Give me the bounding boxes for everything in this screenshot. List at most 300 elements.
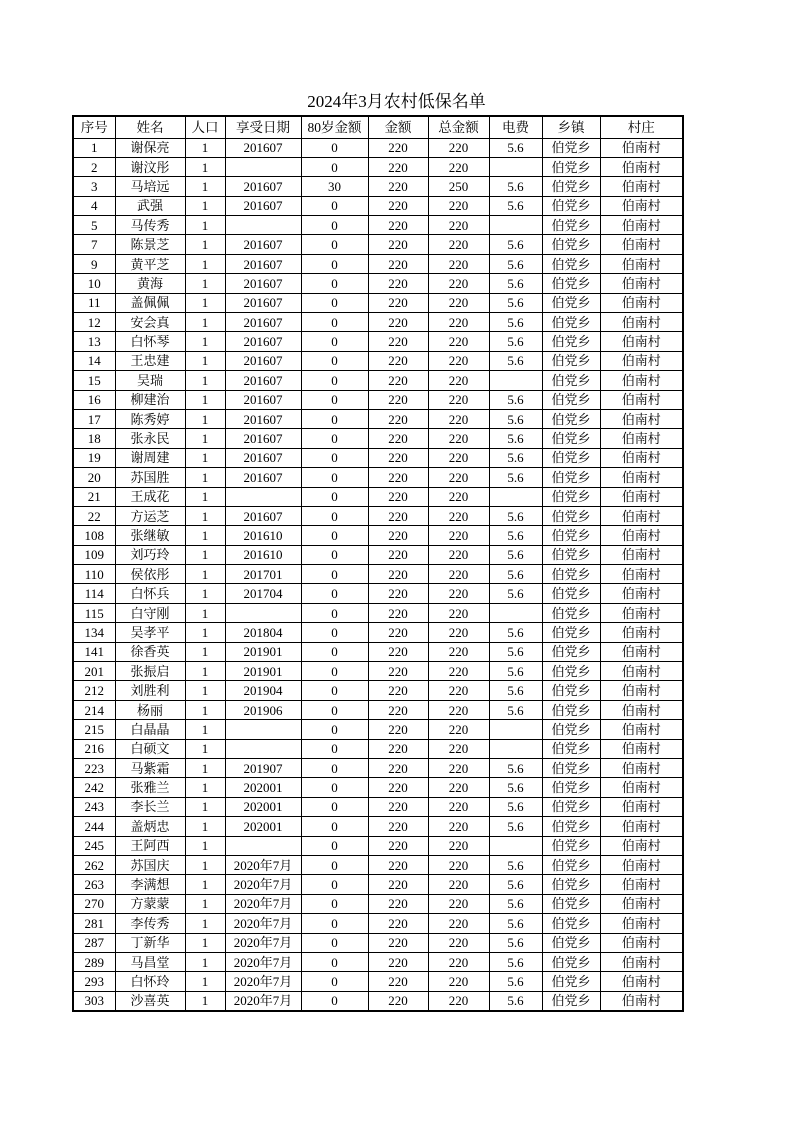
cell-village: 伯南村 [600,681,683,700]
cell-name: 张振启 [115,662,185,681]
table-row [73,720,683,739]
cell-population: 1 [185,855,225,874]
table-row [73,506,683,525]
cell-start-date: 2020年7月 [225,875,301,894]
cell-township: 伯党乡 [542,836,600,855]
cell-start-date [225,739,301,758]
cell-population: 1 [185,332,225,351]
table-row [73,526,683,545]
cell-electricity-fee: 5.6 [489,177,542,196]
table-row [73,972,683,991]
table-row [73,836,683,855]
cell-name: 苏国庆 [115,855,185,874]
cell-age80-amount: 0 [301,739,368,758]
cell-name: 徐香英 [115,642,185,661]
cell-age80-amount: 0 [301,855,368,874]
cell-population: 1 [185,584,225,603]
cell-village: 伯南村 [600,448,683,467]
cell-total-amount: 220 [428,952,489,971]
cell-age80-amount: 0 [301,817,368,836]
cell-serial: 17 [73,409,115,428]
table-row [73,623,683,642]
cell-serial: 110 [73,565,115,584]
cell-electricity-fee: 5.6 [489,448,542,467]
cell-serial: 242 [73,778,115,797]
cell-electricity-fee: 5.6 [489,332,542,351]
cell-amount: 220 [368,778,428,797]
cell-township: 伯党乡 [542,196,600,215]
cell-population: 1 [185,565,225,584]
cell-village: 伯南村 [600,429,683,448]
cell-total-amount: 220 [428,274,489,293]
cell-population: 1 [185,836,225,855]
cell-serial: 14 [73,351,115,370]
cell-population: 1 [185,506,225,525]
cell-total-amount: 220 [428,157,489,176]
cell-name: 方蒙蒙 [115,894,185,913]
cell-population: 1 [185,448,225,467]
cell-serial: 270 [73,894,115,913]
cell-total-amount: 220 [428,681,489,700]
cell-start-date [225,836,301,855]
cell-age80-amount: 0 [301,584,368,603]
cell-township: 伯党乡 [542,584,600,603]
cell-name: 李满想 [115,875,185,894]
cell-township: 伯党乡 [542,429,600,448]
cell-electricity-fee: 5.6 [489,545,542,564]
cell-age80-amount: 0 [301,700,368,719]
cell-township: 伯党乡 [542,991,600,1010]
column-header-population: 人口 [185,116,225,138]
cell-amount: 220 [368,952,428,971]
cell-amount: 220 [368,836,428,855]
cell-village: 伯南村 [600,855,683,874]
cell-start-date: 201607 [225,429,301,448]
cell-township: 伯党乡 [542,855,600,874]
cell-start-date: 201907 [225,759,301,778]
column-header-township: 乡镇 [542,116,600,138]
cell-population: 1 [185,603,225,622]
cell-age80-amount: 0 [301,875,368,894]
cell-name: 苏国胜 [115,468,185,487]
table-row [73,177,683,196]
cell-village: 伯南村 [600,196,683,215]
cell-name: 杨丽 [115,700,185,719]
cell-electricity-fee: 5.6 [489,700,542,719]
cell-electricity-fee: 5.6 [489,409,542,428]
cell-name: 马昌堂 [115,952,185,971]
cell-village: 伯南村 [600,468,683,487]
cell-electricity-fee: 5.6 [489,293,542,312]
cell-serial: 108 [73,526,115,545]
cell-age80-amount: 0 [301,506,368,525]
cell-start-date: 2020年7月 [225,972,301,991]
cell-start-date: 202001 [225,817,301,836]
cell-population: 1 [185,235,225,254]
cell-village: 伯南村 [600,371,683,390]
cell-amount: 220 [368,235,428,254]
cell-township: 伯党乡 [542,778,600,797]
cell-start-date [225,157,301,176]
cell-township: 伯党乡 [542,138,600,157]
cell-name: 方运芝 [115,506,185,525]
table-row [73,332,683,351]
cell-total-amount: 250 [428,177,489,196]
cell-amount: 220 [368,855,428,874]
table-row [73,894,683,913]
cell-start-date: 201607 [225,332,301,351]
table-row [73,991,683,1010]
cell-total-amount: 220 [428,429,489,448]
cell-name: 白晶晶 [115,720,185,739]
table-row [73,313,683,332]
cell-village: 伯南村 [600,778,683,797]
cell-age80-amount: 0 [301,797,368,816]
cell-village: 伯南村 [600,138,683,157]
column-header-serial: 序号 [73,116,115,138]
cell-serial: 2 [73,157,115,176]
cell-electricity-fee: 5.6 [489,623,542,642]
cell-name: 陈景芝 [115,235,185,254]
cell-name: 马培远 [115,177,185,196]
cell-total-amount: 220 [428,914,489,933]
cell-village: 伯南村 [600,662,683,681]
cell-village: 伯南村 [600,836,683,855]
cell-amount: 220 [368,700,428,719]
cell-amount: 220 [368,448,428,467]
cell-village: 伯南村 [600,409,683,428]
cell-serial: 11 [73,293,115,312]
cell-electricity-fee [489,371,542,390]
cell-amount: 220 [368,487,428,506]
welfare-list-table [72,115,684,1012]
cell-serial: 201 [73,662,115,681]
cell-total-amount: 220 [428,720,489,739]
cell-age80-amount: 0 [301,545,368,564]
cell-start-date: 202001 [225,797,301,816]
cell-population: 1 [185,933,225,952]
cell-age80-amount: 0 [301,778,368,797]
table-row [73,351,683,370]
cell-population: 1 [185,894,225,913]
cell-village: 伯南村 [600,817,683,836]
cell-serial: 115 [73,603,115,622]
column-header-electricity-fee: 电费 [489,116,542,138]
cell-electricity-fee: 5.6 [489,584,542,603]
cell-total-amount: 220 [428,584,489,603]
cell-population: 1 [185,468,225,487]
cell-township: 伯党乡 [542,526,600,545]
cell-name: 马传秀 [115,216,185,235]
cell-age80-amount: 0 [301,157,368,176]
cell-population: 1 [185,681,225,700]
cell-serial: 9 [73,254,115,273]
cell-start-date: 201607 [225,390,301,409]
cell-name: 王成花 [115,487,185,506]
cell-village: 伯南村 [600,565,683,584]
cell-serial: 19 [73,448,115,467]
cell-age80-amount: 0 [301,138,368,157]
cell-start-date: 201904 [225,681,301,700]
table-row [73,933,683,952]
table-row [73,700,683,719]
cell-electricity-fee: 5.6 [489,855,542,874]
cell-township: 伯党乡 [542,797,600,816]
cell-start-date: 201607 [225,293,301,312]
cell-population: 1 [185,972,225,991]
cell-age80-amount: 0 [301,914,368,933]
cell-serial: 20 [73,468,115,487]
cell-township: 伯党乡 [542,817,600,836]
table-row [73,390,683,409]
cell-amount: 220 [368,196,428,215]
cell-start-date: 201610 [225,545,301,564]
cell-total-amount: 220 [428,506,489,525]
cell-age80-amount: 0 [301,235,368,254]
header-row [73,116,683,138]
cell-amount: 220 [368,914,428,933]
cell-township: 伯党乡 [542,235,600,254]
cell-serial: 244 [73,817,115,836]
cell-start-date: 2020年7月 [225,991,301,1010]
cell-serial: 18 [73,429,115,448]
cell-electricity-fee: 5.6 [489,991,542,1010]
cell-electricity-fee: 5.6 [489,681,542,700]
column-header-age80-amount: 80岁金额 [301,116,368,138]
cell-electricity-fee: 5.6 [489,565,542,584]
cell-start-date: 201704 [225,584,301,603]
cell-total-amount: 220 [428,797,489,816]
cell-total-amount: 220 [428,545,489,564]
cell-name: 武强 [115,196,185,215]
cell-amount: 220 [368,991,428,1010]
cell-serial: 263 [73,875,115,894]
cell-population: 1 [185,429,225,448]
cell-village: 伯南村 [600,390,683,409]
cell-serial: 303 [73,991,115,1010]
cell-total-amount: 220 [428,894,489,913]
cell-amount: 220 [368,371,428,390]
cell-population: 1 [185,623,225,642]
cell-name: 王阿西 [115,836,185,855]
cell-amount: 220 [368,797,428,816]
cell-serial: 216 [73,739,115,758]
cell-township: 伯党乡 [542,254,600,273]
cell-electricity-fee: 5.6 [489,468,542,487]
cell-start-date: 201607 [225,177,301,196]
cell-village: 伯南村 [600,584,683,603]
cell-serial: 16 [73,390,115,409]
cell-village: 伯南村 [600,274,683,293]
column-header-village: 村庄 [600,116,683,138]
cell-age80-amount: 0 [301,351,368,370]
cell-amount: 220 [368,817,428,836]
cell-village: 伯南村 [600,642,683,661]
cell-name: 刘胜利 [115,681,185,700]
cell-electricity-fee: 5.6 [489,313,542,332]
page-title: 2024年3月农村低保名单 [307,92,486,111]
cell-amount: 220 [368,313,428,332]
cell-electricity-fee: 5.6 [489,952,542,971]
cell-village: 伯南村 [600,506,683,525]
cell-serial: 262 [73,855,115,874]
cell-total-amount: 220 [428,933,489,952]
cell-population: 1 [185,390,225,409]
cell-name: 侯依彤 [115,565,185,584]
cell-electricity-fee: 5.6 [489,972,542,991]
cell-age80-amount: 0 [301,390,368,409]
cell-total-amount: 220 [428,371,489,390]
cell-village: 伯南村 [600,526,683,545]
cell-amount: 220 [368,526,428,545]
cell-serial: 13 [73,332,115,351]
cell-township: 伯党乡 [542,506,600,525]
table-row [73,468,683,487]
cell-name: 张永民 [115,429,185,448]
cell-start-date: 201607 [225,313,301,332]
cell-population: 1 [185,797,225,816]
cell-township: 伯党乡 [542,642,600,661]
cell-total-amount: 220 [428,409,489,428]
cell-population: 1 [185,662,225,681]
table-row [73,216,683,235]
cell-electricity-fee: 5.6 [489,894,542,913]
cell-name: 谢保亮 [115,138,185,157]
cell-age80-amount: 30 [301,177,368,196]
cell-total-amount: 220 [428,313,489,332]
cell-total-amount: 220 [428,623,489,642]
cell-total-amount: 220 [428,565,489,584]
cell-amount: 220 [368,584,428,603]
cell-population: 1 [185,720,225,739]
table-row [73,875,683,894]
cell-population: 1 [185,293,225,312]
cell-village: 伯南村 [600,759,683,778]
cell-name: 白怀琴 [115,332,185,351]
cell-electricity-fee [489,739,542,758]
table-row [73,235,683,254]
cell-population: 1 [185,759,225,778]
cell-name: 张继敏 [115,526,185,545]
cell-serial: 134 [73,623,115,642]
table-row [73,952,683,971]
cell-electricity-fee: 5.6 [489,138,542,157]
cell-age80-amount: 0 [301,972,368,991]
cell-township: 伯党乡 [542,468,600,487]
cell-electricity-fee: 5.6 [489,274,542,293]
table-row [73,914,683,933]
cell-name: 黄海 [115,274,185,293]
cell-electricity-fee [489,216,542,235]
cell-start-date: 201607 [225,196,301,215]
cell-start-date: 201901 [225,642,301,661]
cell-village: 伯南村 [600,972,683,991]
cell-electricity-fee [489,603,542,622]
cell-start-date: 201607 [225,506,301,525]
cell-electricity-fee: 5.6 [489,235,542,254]
cell-age80-amount: 0 [301,681,368,700]
cell-start-date: 201607 [225,138,301,157]
cell-total-amount: 220 [428,138,489,157]
cell-total-amount: 220 [428,662,489,681]
cell-amount: 220 [368,623,428,642]
cell-serial: 12 [73,313,115,332]
cell-total-amount: 220 [428,759,489,778]
cell-village: 伯南村 [600,700,683,719]
cell-electricity-fee: 5.6 [489,817,542,836]
cell-electricity-fee: 5.6 [489,642,542,661]
cell-name: 黄平芝 [115,254,185,273]
cell-electricity-fee [489,487,542,506]
cell-start-date: 2020年7月 [225,933,301,952]
table-row [73,429,683,448]
cell-township: 伯党乡 [542,545,600,564]
cell-total-amount: 220 [428,642,489,661]
cell-serial: 243 [73,797,115,816]
table-row [73,778,683,797]
cell-population: 1 [185,274,225,293]
table-row [73,681,683,700]
cell-name: 白怀玲 [115,972,185,991]
cell-township: 伯党乡 [542,487,600,506]
cell-amount: 220 [368,293,428,312]
cell-age80-amount: 0 [301,371,368,390]
cell-village: 伯南村 [600,157,683,176]
table-row [73,157,683,176]
cell-total-amount: 220 [428,332,489,351]
cell-name: 吴瑞 [115,371,185,390]
cell-start-date: 201607 [225,351,301,370]
cell-serial: 4 [73,196,115,215]
table-row [73,371,683,390]
cell-population: 1 [185,642,225,661]
cell-amount: 220 [368,177,428,196]
cell-serial: 293 [73,972,115,991]
cell-township: 伯党乡 [542,293,600,312]
cell-population: 1 [185,409,225,428]
cell-serial: 212 [73,681,115,700]
cell-village: 伯南村 [600,254,683,273]
cell-age80-amount: 0 [301,894,368,913]
cell-age80-amount: 0 [301,448,368,467]
cell-total-amount: 220 [428,254,489,273]
cell-village: 伯南村 [600,332,683,351]
cell-electricity-fee: 5.6 [489,254,542,273]
cell-serial: 245 [73,836,115,855]
cell-serial: 281 [73,914,115,933]
table-row [73,274,683,293]
cell-population: 1 [185,875,225,894]
cell-township: 伯党乡 [542,972,600,991]
cell-start-date [225,603,301,622]
table-row [73,642,683,661]
cell-start-date: 201804 [225,623,301,642]
cell-start-date: 201607 [225,448,301,467]
cell-electricity-fee: 5.6 [489,429,542,448]
cell-serial: 215 [73,720,115,739]
cell-village: 伯南村 [600,545,683,564]
cell-township: 伯党乡 [542,157,600,176]
cell-start-date: 201901 [225,662,301,681]
cell-electricity-fee: 5.6 [489,759,542,778]
cell-total-amount: 220 [428,855,489,874]
cell-age80-amount: 0 [301,759,368,778]
cell-total-amount: 220 [428,991,489,1010]
cell-township: 伯党乡 [542,914,600,933]
cell-population: 1 [185,817,225,836]
cell-township: 伯党乡 [542,274,600,293]
table-row [73,138,683,157]
